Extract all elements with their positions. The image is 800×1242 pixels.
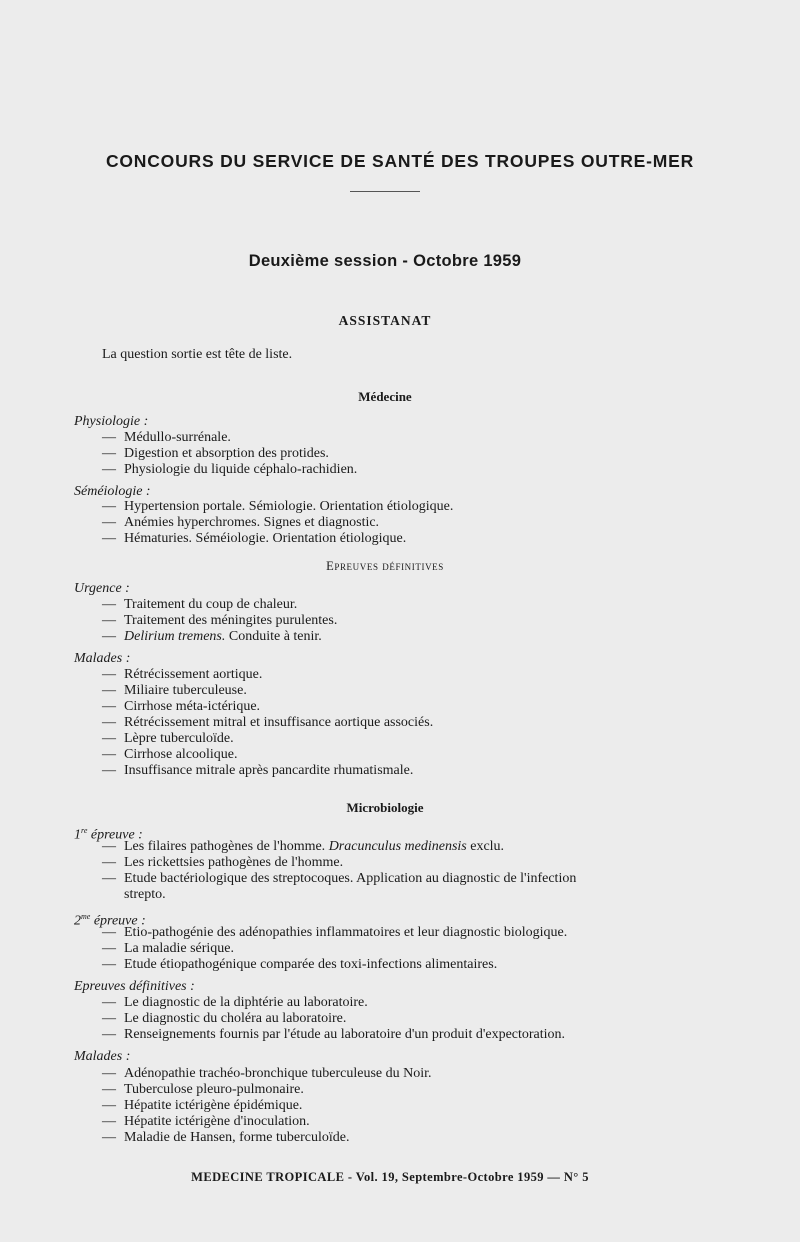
title-rule — [350, 191, 420, 192]
list-item: — Rétrécissement mitral et insuffisance aortique associés. — [102, 715, 434, 730]
list-item: — Etude étiopathogénique comparée des toxi-infections alimentaires. — [102, 957, 498, 972]
list-item: — Les filaires pathogènes de l'homme. Dracunculus medinensis exclu. — [102, 839, 505, 854]
page-footer: MEDECINE TROPICALE - Vol. 19, Septembre-Octobre 1959 — N° 5 — [191, 1170, 589, 1184]
list-item: — Etio-pathogénie des adénopathies inflammatoires et leur diagnostic biologique. — [102, 925, 568, 940]
list-item: — Le diagnostic de la diphtérie au laboratoire. — [102, 995, 368, 1010]
list-item: — Digestion et absorption des protides. — [102, 446, 329, 461]
list-item: — Cirrhose alcoolique. — [102, 747, 238, 762]
list-item: — Adénopathie trachéo-bronchique tuberculeuse du Noir. — [102, 1066, 432, 1081]
list-item: — Traitement du coup de chaleur. — [102, 597, 298, 612]
list-item: — Cirrhose méta-ictérique. — [102, 699, 261, 714]
semeiologie-label: Séméiologie : — [74, 484, 151, 499]
medecine-heading: Médecine — [358, 389, 412, 404]
list-item: — Hépatite ictérigène d'inoculation. — [102, 1114, 310, 1129]
list-item-continuation: strepto. — [124, 887, 166, 902]
list-item: — Physiologie du liquide céphalo-rachidien. — [102, 462, 358, 477]
physiologie-label: Physiologie : — [74, 414, 149, 429]
epreuve-2-label: $2^{me}$ épreuve : — [74, 912, 146, 929]
session-heading: Deuxième session - Octobre 1959 — [248, 252, 522, 270]
list-item: — Anémies hyperchromes. Signes et diagnostic. — [102, 515, 380, 530]
list-item: — Renseignements fournis par l'étude au laboratoire d'un produit d'expectoration. — [102, 1027, 566, 1042]
malades-label: Malades : — [74, 651, 131, 666]
microbiologie-heading: Microbiologie — [346, 800, 424, 815]
list-item: — Rétrécissement aortique. — [102, 667, 263, 682]
list-item: — Delirium tremens. Conduite à tenir. — [102, 629, 322, 644]
list-item: — La maladie sérique. — [102, 941, 235, 956]
list-item: — Lèpre tuberculoïde. — [102, 731, 234, 746]
list-item: — Hématuries. Séméiologie. Orientation étiologique. — [102, 531, 407, 546]
list-item: — Miliaire tuberculeuse. — [102, 683, 247, 698]
malades-label: Malades : — [74, 1049, 131, 1064]
intro-text: La question sortie est tête de liste. — [102, 347, 293, 362]
list-item: — Tuberculose pleuro-pulmonaire. — [102, 1082, 304, 1097]
list-item: — Les rickettsies pathogènes de l'homme. — [102, 855, 344, 870]
list-item: — Insuffisance mitrale après pancardite rhumatismale. — [102, 763, 414, 778]
list-item: — Médullo-surrénale. — [102, 430, 231, 445]
urgence-label: Urgence : — [74, 581, 130, 596]
list-item: — Etude bactériologique des streptocoques. Application au diagnostic de l'infection — [102, 871, 577, 886]
page-title: CONCOURS DU SERVICE DE SANTÉ DES TROUPES OUTRE-MER — [105, 151, 695, 171]
list-item: — Traitement des méningites purulentes. — [102, 613, 338, 628]
list-item: — Hépatite ictérigène épidémique. — [102, 1098, 303, 1113]
epreuves-definitives-heading: Epreuves définitives — [326, 559, 444, 573]
list-item: — Hypertension portale. Sémiologie. Orientation étiologique. — [102, 499, 454, 514]
epreuve-1-label: 1re épreuve : — [74, 826, 143, 843]
list-item: — Maladie de Hansen, forme tuberculoïde. — [102, 1130, 350, 1145]
assistanat-heading: ASSISTANAT — [338, 313, 432, 328]
epreuves-definitives-label: Epreuves définitives : — [74, 979, 195, 994]
list-item: — Le diagnostic du choléra au laboratoire. — [102, 1011, 347, 1026]
